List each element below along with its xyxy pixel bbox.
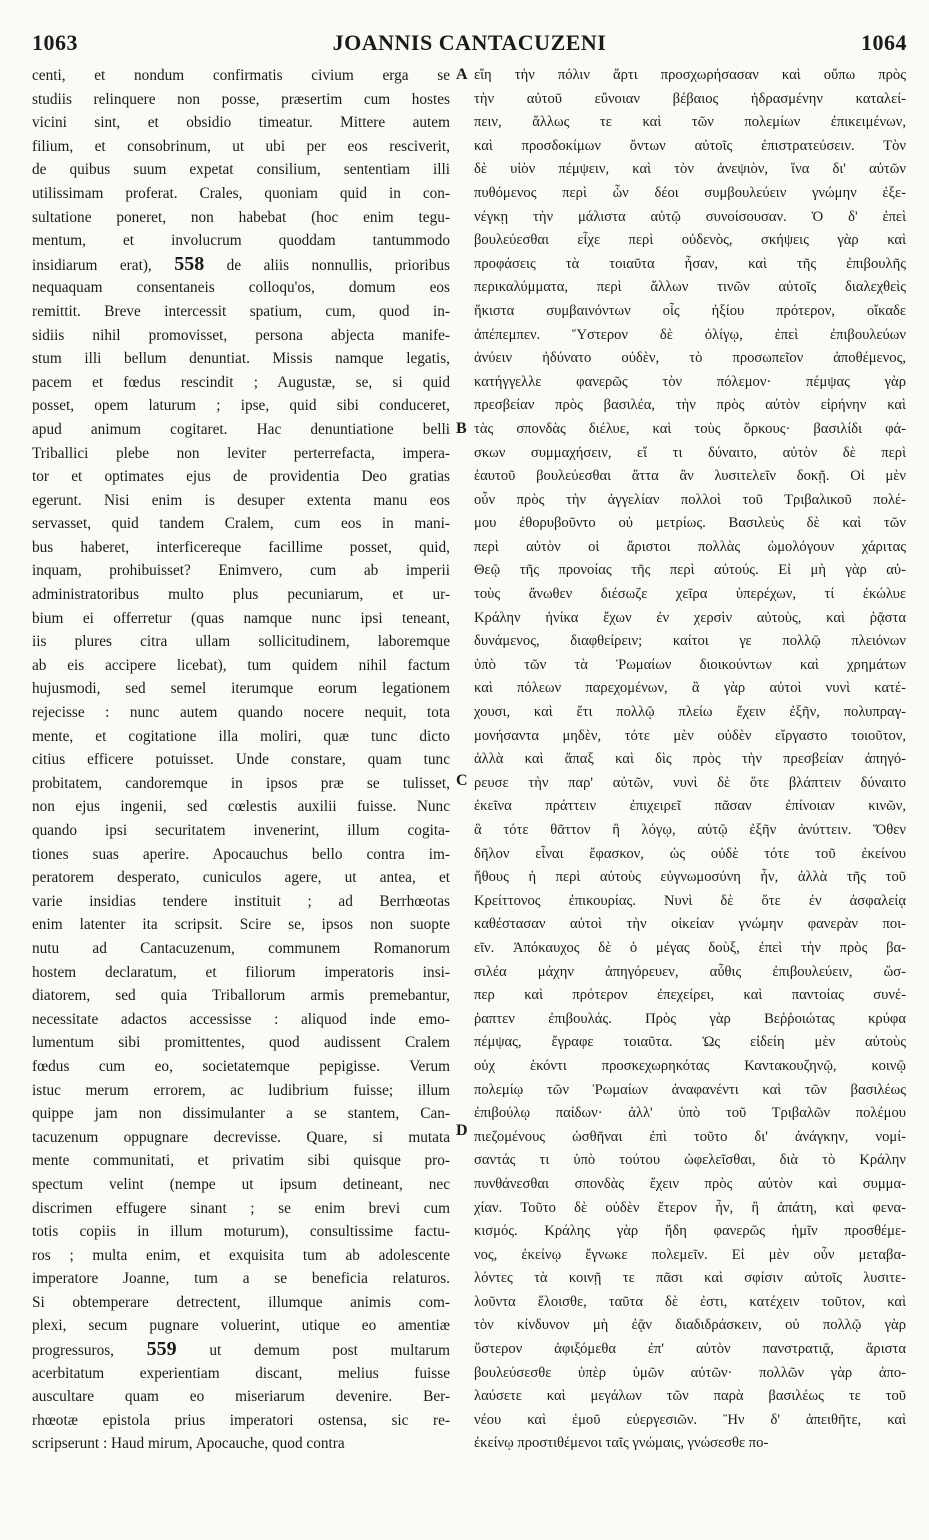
greek-text-line: βουλεύσεσθε ὑπὲρ ὑμῶν αὐτῶν· πολλῶν γὰρ ἀπο- xyxy=(474,1364,906,1381)
greek-text-line: πέμψας, ἔγραφε τοιαῦτα. Ὡς εἰδείη μὲν αὐτοὺς xyxy=(474,1034,906,1051)
latin-column xyxy=(32,64,450,1456)
latin-text-line: inquam, prohibuisset? Enimvero, cum ab imperii xyxy=(32,562,450,580)
latin-text-line: Si obtemperare detrectent, illumque animis com- xyxy=(32,1293,450,1311)
greek-text-line: σκων συμμαχήσειν, εἴ τι δύναιτο, αὐτὸν δὲ περὶ xyxy=(474,444,906,461)
latin-text-line: lumentum sibi promittentes, quod audissent Cralem xyxy=(32,1034,450,1052)
greek-text-line: ρευσε τὴν παρ' αὐτῶν, νυνὶ δὲ ὅτε βλάπτειν δύναιτο xyxy=(474,774,906,791)
greek-text-line: Κράλην ἡνίκα ἔχων ἐν χερσὶν αὐτοὺς, καὶ ῥᾷστα xyxy=(474,609,906,626)
latin-text-line: pacem et fœdus rescindit ; Augustæ, se, si quid xyxy=(32,373,450,391)
greek-text-line: καὶ πόλεων παρεχομένων, ἃ γὰρ αὐτοὶ νυνὶ κατέ- xyxy=(474,680,906,697)
greek-text-line: δυνάμενος, διαφθείρειν; καίτοι γε πολλῷ πλειόνων xyxy=(474,633,906,650)
latin-text-line: mente communitati, et privatim sibi quisque pro- xyxy=(32,1152,450,1170)
latin-text-line: auscultare quam eo miseriarum devenire. Ber- xyxy=(32,1388,450,1406)
greek-text-line: ἐκεῖνα πράττειν ἐπιχειρεῖ πᾶσαν ἐπίνοιαν κινῶν, xyxy=(474,798,906,815)
latin-text-line: rejecisse : nunc autem quando nocere nequit, tota xyxy=(32,704,450,722)
greek-text-line: μονήσαντα μηδὲν, τότε μὲν οὐδὲν εἴργαστο τοιοῦτον, xyxy=(474,727,906,744)
section-marker-c: C xyxy=(456,772,468,789)
greek-text-line: δῆλον εἶναι ἔφασκον, ὡς οὐδὲ τότε τοῦ ἐκείνου xyxy=(474,845,906,862)
latin-text-line: iis plures citra ullam sollicitudinem, laboremque xyxy=(32,633,450,651)
latin-text-line: mente, et cogitatione illa moliri, quæ tunc dicto xyxy=(32,727,450,745)
latin-text-fragment: progressuros, xyxy=(32,1342,114,1360)
latin-text-line: probitatem, candoremque in ipsos præ se tulisset, xyxy=(32,774,450,792)
greek-text-line: σιλέα μάχην ἀπηγόρευεν, αὖθις ἐπιβουλεύειν, ὥσ- xyxy=(474,963,906,980)
greek-text-line: ἀλλὰ καὶ ἅπαξ καὶ δὶς πρὸς τὴν πρεσβείαν ἀπηγό- xyxy=(474,751,906,768)
greek-text-line: πυθόμενος περὶ ὧν δέοι συμβουλεύειν γνώμην ἐξε- xyxy=(474,184,906,201)
section-marker-b: B xyxy=(456,420,467,437)
greek-text-line: ὑπὸ τῶν τὰ Ῥωμαίων διοικούντων καὶ χρημάτων xyxy=(474,656,906,673)
latin-text-line: nutu ad Cantacuzenum, communem Romanorum xyxy=(32,939,450,957)
greek-text-line: ἥκιστα συμβαινόντων οἷς ἠξίου πρότερον, οἴκαδε xyxy=(474,302,906,319)
greek-text-line: περ καὶ πρότερον ἐπεχείρει, καὶ παντοίας συνέ- xyxy=(474,987,906,1004)
latin-text-line: Triballici plebe non leviter perterrefacta, impera- xyxy=(32,444,450,462)
latin-text-line: quando ipsi securitatem invenerint, illum cogita- xyxy=(32,822,450,839)
latin-text-line: tacuzenum oppugnare decrevisse. Quare, si mutata xyxy=(32,1128,450,1146)
latin-text-line: filium, et consobrinum, ut ubi per eos resciverit, xyxy=(32,137,450,155)
latin-text-line xyxy=(32,253,450,277)
greek-text-line: προφάσεις τὰ τοιαῦτα ἦσαν, καὶ τῆς ἐπιβουλῆς xyxy=(474,255,906,272)
running-title: JOANNIS CANTACUZENI xyxy=(332,30,607,55)
latin-text-line: de quibus suum expetat consilium, sententiam illi xyxy=(32,161,450,179)
greek-text-line: εἴη τὴν πόλιν ἄρτι προσχωρήσασαν καὶ οὔπω πρὸς xyxy=(474,67,906,83)
latin-text-line: hujusmodi, sed semel iterumque eorum legationem xyxy=(32,680,450,698)
latin-text-line: hostem declaratum, et filiorum imperatoris insi- xyxy=(32,963,450,981)
greek-text-line: πρεσβείαν πρὸς βασιλέα, τὴν πρὸς αὐτὸν εἰρήνην καὶ xyxy=(474,397,906,414)
latin-text-line: rhœotæ epistola prius imperatori ostensa, sic re- xyxy=(32,1411,450,1429)
greek-text-line: τὰς σπονδὰς διέλυε, καὶ τοὺς ὅρκους· βασιλίδι φά- xyxy=(474,420,906,437)
latin-text-line: totis copiis in illum moturum), consultissime factu- xyxy=(32,1223,450,1241)
greek-text-line: σαντάς τι ὑπὸ τούτου ὠφελεῖσθαι, διὰ τὸ Κράλην xyxy=(474,1152,906,1169)
greek-text-line: Κρείττονος ἐπικουρίας. Νυνὶ δὲ ὅτε ἐν ἀσφαλείᾳ xyxy=(474,892,906,909)
latin-text-line: apud animum cogitaret. Hac denuntiatione belli xyxy=(32,420,450,438)
greek-text-line: ὕστερον ἀφιξόμεθα ἐπ' αὐτὸν πανστρατιᾷ, ἄριστα xyxy=(474,1341,906,1358)
latin-text-fragment: ut demum post multarum xyxy=(209,1342,450,1360)
latin-text-line: plexi, secum pugnare voluerint, utique eo amentiæ xyxy=(32,1317,450,1335)
latin-text-line: utilissimam proferat. Crales, quoniam quid in con- xyxy=(32,184,450,202)
latin-text-fragment: insidiarum erat), xyxy=(32,256,152,274)
greek-text-line: πειν, ἄλλως τε καὶ τῶν πολεμίων ἐπικειμένων, xyxy=(474,114,906,131)
latin-text-line: stum illi bellum denuntiat. Missis namque legatis, xyxy=(32,350,450,368)
latin-text-line: sidiis nihil promovisset, persona abjecta manife- xyxy=(32,326,450,344)
section-marker-d: D xyxy=(456,1122,468,1139)
greek-text-line: πιεζομένους ὡσθῆναι ἐπὶ τοῦτο δι' ἀνάγκην, νομί- xyxy=(474,1128,906,1145)
greek-text-line: ἑαυτοῦ βουλεύεσθαι ἅττα ἂν λυσιτελεῖν δοκῇ. Οἱ μὲν xyxy=(474,468,906,485)
greek-text-line: νέου καὶ ἐμοῦ εὐεργεσιῶν. Ἢν δ' ἀπειθῆτε, καὶ xyxy=(474,1411,906,1428)
greek-text-line: καθέστασαν αὐτοὶ τὴν οἰκείαν γνώμην φανερὰν ποι- xyxy=(474,916,906,933)
page-number-left: 1063 xyxy=(32,30,78,55)
latin-text-line: fœdus cum eo, societatemque pepigisse. Verum xyxy=(32,1057,450,1075)
greek-text-line: δὲ υἱὸν πέμψειν, καὶ τὸν ἀνεψιὸν, ἵνα δι' αὐτῶν xyxy=(474,161,906,178)
latin-text-line: necessitate adactos accessisse : aliquod inde emo- xyxy=(32,1010,450,1028)
latin-text-line: varie insidias tendere instituit ; ad Berrhœotas xyxy=(32,892,450,910)
greek-text-line: νος, ἐκείνῳ ἔγνωκε πολεμεῖν. Εἰ μὲν οὖν μεταβα- xyxy=(474,1246,906,1263)
greek-text-line: περὶ αὐτὸν οἱ ἄριστοι πολλὰς ὡμολόγουν χάριτας xyxy=(474,538,906,555)
latin-text-line: mentum, et involucrum quoddam tantummodo xyxy=(32,232,450,250)
latin-text-line: non ejus ingenii, sed cœlestis auxilii fuisse. Nunc xyxy=(32,798,450,816)
greek-text-line: χουσι, καὶ ἔτι πολλῷ πλείω ἔχειν ἐξῆν, πολυπραγ- xyxy=(474,704,906,721)
greek-column xyxy=(474,64,906,1456)
latin-text-line xyxy=(32,1338,450,1362)
latin-text-line: servasset, quid tandem Cralem, cum eos in mani- xyxy=(32,515,450,533)
greek-text-line: εῖν. Ἀπόκαυχος δὲ ὁ μέγας δοὺξ, ἐπεὶ τὴν πρὸς βα- xyxy=(474,939,906,956)
greek-text-line: τὴν αὐτοῦ εὔνοιαν βέβαιος ἡδρασμένην καταλεί- xyxy=(474,90,906,107)
latin-text-line: vicini sint, et obsidio timeatur. Mittere autem xyxy=(32,114,450,132)
latin-text-line: tor et optimates ejus de providentia Deo gratias xyxy=(32,468,450,486)
greek-text-line: ῥαπτεν ἐπιβουλάς. Πρὸς γὰρ Βεῤῥοιώτας κρύφα xyxy=(474,1010,906,1027)
latin-text-line: acerbitatum experientiam discant, melius fuisse xyxy=(32,1364,450,1382)
greek-text-line: οὖν πρὸς τὴν ἀγγελίαν πολλοὶ τοῦ Τριβαλικοῦ πολέ- xyxy=(474,491,906,508)
latin-text-line: sultatione poneret, non habebat (hoc enim tegu- xyxy=(32,208,450,226)
latin-text-line: nequaquam consentaneis colloqu'os, domum eos xyxy=(32,279,450,297)
latin-text-fragment: de aliis nonnullis, prioribus xyxy=(226,256,450,274)
greek-text-line: οὐχ ἑκόντι προσκεχωρηκότας Καντακουζηνῷ, κοινῷ xyxy=(474,1057,906,1074)
latin-text-line: ab eis accipere licebat), tum quidem nihil factum xyxy=(32,656,450,674)
greek-text-line: χίαν. Τοῦτο δὲ οὐδὲν ἕτερον ἦν, ἢ ἀπάτη, καὶ φενα- xyxy=(474,1199,906,1216)
section-marker-a: A xyxy=(456,66,468,83)
greek-text-line: ἃ τότε θᾶττον ἢ λόγῳ, αὐτῷ ἐξῆν ἀνύττειν. Ὅθεν xyxy=(474,822,906,838)
latin-text-line: imperatore Joanne, tum a se beneficia relaturos. xyxy=(32,1270,450,1288)
page-marker-559: 559 xyxy=(146,1338,177,1361)
latin-text-line: peratorem desperato, cuniculos agere, ut antea, et xyxy=(32,869,450,887)
greek-text-line: λοῦντα ἕλοισθε, ταῦτα δὲ ἐστι, κατέχειν τοῦτον, καὶ xyxy=(474,1293,906,1310)
latin-text-line: quippe jam non dissimulanter a se stantem, Can- xyxy=(32,1105,450,1123)
latin-text-line: istuc merum errorem, ac ludibrium fuisse; illum xyxy=(32,1081,450,1099)
page-marker-558: 558 xyxy=(174,252,205,275)
latin-text-line: posset, opem laturum ; ipse, quid sibi conduceret, xyxy=(32,397,450,415)
greek-text-line: ἐκείνῳ προστιθέμενοι ταῖς γνώμαις, γνώσεσθε πο- xyxy=(474,1435,769,1452)
greek-text-line: ἀπέπεμπεν. Ὕστερον δὲ ὀλίγῳ, ἐπεὶ ἐπιβουλεύων xyxy=(474,326,906,343)
latin-text-line: citius efficere potuisset. Unde constare, quam tunc xyxy=(32,751,450,769)
greek-text-line: βουλεύεσθαι εἶχε περὶ οὐδενὸς, σκήψεις γὰρ καὶ xyxy=(474,232,906,249)
greek-text-line: καὶ προσδοκίμων ὄντων αὐτοῖς ἐπιστρατεύσειν. Τὸν xyxy=(474,137,906,154)
latin-text-line: studiis relinquere non posse, præsertim cum hostes xyxy=(32,90,450,108)
greek-text-line: μου ἐθορυβοῦντο οὐ μετρίως. Βασιλεὺς δὲ καὶ τῶν xyxy=(474,515,906,532)
greek-text-line: πολεμίῳ τῶν Ῥωμαίων ἀναφανέντι καὶ τῶν βασιλέως xyxy=(474,1081,906,1098)
latin-text-line: tiones suas aperire. Apocauchus bello contra im- xyxy=(32,845,450,863)
latin-text-line: bus haberet, interficereque facillime posset, quid, xyxy=(32,538,450,556)
greek-text-line: νέγκῃ τὴν μάλιστα αὐτῷ συνοίσουσαν. Ὁ δ' ἐπεὶ xyxy=(474,208,906,225)
latin-text-line: diatorem, sed quia Triballorum armis premebantur, xyxy=(32,987,450,1005)
greek-text-line: πυνθάνεσθαι σπονδὰς ἔχειν πρὸς αὐτὸν καὶ συμμα- xyxy=(474,1175,906,1192)
greek-text-line: περικαλύμματα, περὶ ἄλλων τινῶν αὐτοῖς διαλεχθεὶς xyxy=(474,279,906,296)
latin-text-line: spectum velint (nempe ut ipsum detineant, nec xyxy=(32,1175,450,1193)
latin-text-line: administratoribus multo plus pecuniarum, et ur- xyxy=(32,586,450,604)
latin-text-line: bium ei offerretur (quas namque nunc ipsi teneant, xyxy=(32,609,450,627)
page-number-right: 1064 xyxy=(861,30,907,55)
greek-text-line: ἤθους ἡ περὶ αὐτοὺς εὐγνωμοσύνη ἦν, ἀλλὰ τῆς τοῦ xyxy=(474,869,906,886)
latin-text-line: egerunt. Nisi enim is desuper extenta manu eos xyxy=(32,491,450,509)
greek-text-line: ἐπιβούλῳ παίδων· ἀλλ' ὑπὸ τοῦ Τριβαλῶν πολέμου xyxy=(474,1105,906,1122)
latin-text-line: enim latenter ita scripsit. Scire se, ipsos non suopte xyxy=(32,916,450,934)
greek-text-line: κισμός. Κράλης γὰρ ἤδη φανερῶς ἡμῖν προσθέμε- xyxy=(474,1223,906,1240)
greek-text-line: τὸν κίνδυνον μὴ ἐᾷν διαδιδράσκειν, οὐ πολλῷ γὰρ xyxy=(474,1317,906,1334)
greek-text-line: κατήγγελλε φανερῶς τὸν πόλεμον· πέμψας γὰρ xyxy=(474,373,906,390)
running-header xyxy=(32,30,907,60)
latin-text-line: discrimen effugere sinant ; se enim brevi cum xyxy=(32,1199,450,1217)
greek-text-line: λαύσετε καὶ μεγάλων τῶν παρὰ βασιλέως τε τοῦ xyxy=(474,1388,906,1405)
greek-text-line: Θεῷ τῆς προνοίας τῆς περὶ αὐτούς. Εἰ μὴ γὰρ αὐ- xyxy=(474,562,906,579)
greek-text-line: τοὺς ἄνωθεν διέσωζε χεῖρα ὑπερέχων, τί ἐκώλυε xyxy=(474,586,906,603)
latin-text-line: scripserunt : Haud mirum, Apocauche, quod contra xyxy=(32,1435,345,1453)
latin-text-line: remittit. Breve intercessit spatium, cum, quod in- xyxy=(32,302,450,320)
latin-text-line: centi, et nondum confirmatis civium erga se xyxy=(32,67,450,84)
greek-text-line: λόντες τὰ κοινῇ τε πᾶσι καὶ σφίσιν αὐτοῖς λυσιτε- xyxy=(474,1270,906,1287)
greek-text-line: ἀνύειν ἠδύνατο οὐδὲν, τὸ προσωπεῖον ἀποθέμενος, xyxy=(474,350,906,367)
latin-text-line: ros ; multa enim, et exquisita tum ab adolescente xyxy=(32,1246,450,1264)
